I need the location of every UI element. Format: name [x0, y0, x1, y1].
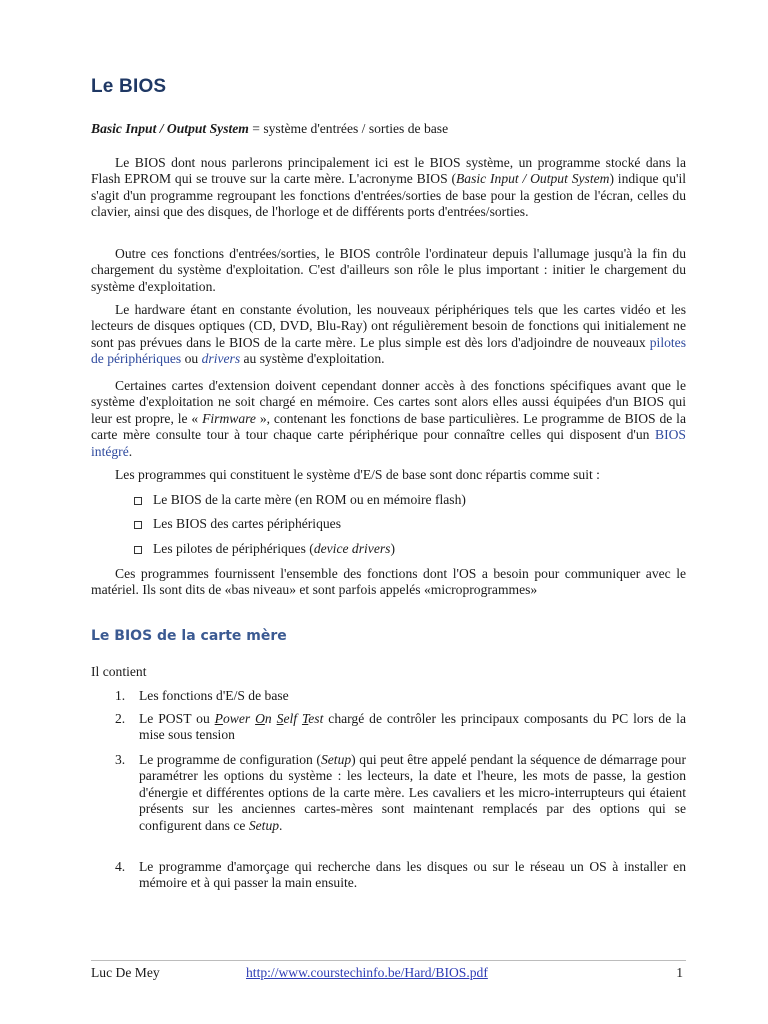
list-item: 4. Le programme d'amorçage qui recherche dans les disques ou sur le réseau un OS à installer en mémoire et à qui passer la main ensuite. [115, 859, 686, 891]
paragraph-4-text-c: . [128, 443, 133, 459]
paragraph-1 [91, 155, 686, 221]
paragraph-2: Outre ces fonctions d'entrées/sorties, le BIOS contrôle l'ordinateur depuis l'allumage jusqu'à la fin du chargement du système d'exploitation. C'est d'ailleurs son rôle le plus important : initier le chargement du système d'exploitation. [91, 246, 686, 294]
bullet-text: Le BIOS de la carte mère (en ROM ou en mémoire flash) [153, 492, 466, 507]
paragraph-1-em: Basic Input / Output System [455, 171, 610, 187]
list-item [134, 492, 674, 516]
bullet-text: Les BIOS des cartes périphériques [153, 516, 341, 532]
link-drivers[interactable]: drivers [201, 351, 241, 367]
paragraph-4 [91, 378, 686, 460]
section-intro: Il contient [91, 664, 147, 679]
square-bullet-icon [134, 546, 142, 554]
section-heading: Le BIOS de la carte mère [91, 628, 287, 644]
paragraph-3-text-mid: ou [181, 351, 202, 367]
paragraph-4-text-b: », contenant les fonctions de base particulières. Le programme de BIOS de la carte mère consulte tour à tour chaque carte périphérique pour connaître celles qui disposent d'un [91, 410, 686, 443]
link-pilotes-peripheriques[interactable]: pilotes de périphériques [91, 334, 686, 367]
numbered-list [115, 688, 686, 892]
list-item: 2. Le POST ou Power On Self Test chargé de contrôler les principaux composants du PC lors de la mise sous tension [115, 711, 686, 743]
page-title: Le BIOS [91, 76, 167, 97]
paragraph-3 [91, 302, 686, 368]
square-bullet-icon [134, 521, 142, 529]
paragraph-6: Ces programmes fournissent l'ensemble des fonctions dont l'OS a besoin pour communiquer avec le matériel. Ils sont dits de «bas niveau» et sont parfois appelés «microprogrammes» [91, 566, 686, 598]
paragraph-3-text-b: au système d'exploitation. [240, 351, 385, 367]
subtitle-rest: = système d'entrées / sorties de base [248, 121, 449, 136]
page-footer [91, 960, 686, 987]
paragraph-5: Les programmes qui constituent le système d'E/S de base sont donc répartis comme suit : [115, 467, 600, 482]
footer-author: Luc De Mey [91, 965, 160, 980]
subtitle-line [91, 121, 686, 137]
paragraph-3-text-a: Le hardware étant en constante évolution, les nouveaux périphériques tels que les cartes vidéo et les lecteurs de disques optiques (CD, DVD, Blu-Ray) ont régulièrement besoin de fonctions qui initialement ne sont pas prévues dans le BIOS de la carte mère. Le plus simple est dès lors d'adjoindre de nouveaux [91, 302, 686, 350]
paragraph-4-text-a: Certaines cartes d'extension doivent cependant donner accès à des fonctions spécifiques avant que le système d'exploitation ne soit chargé en mémoire. Ces cartes sont alors elles aussi équipées d'un BIOS qui leur est propre, le « [91, 378, 686, 426]
list-item [134, 541, 674, 565]
bullet-text: Les pilotes de périphériques (device drivers) [153, 540, 395, 556]
footer-url-link[interactable]: http://www.courstechinfo.be/Hard/BIOS.pdf [246, 965, 488, 980]
bullet-list [134, 492, 674, 565]
list-item: 3. Le programme de configuration (Setup) qui peut être appelé pendant la séquence de démarrage pour paramétrer les options du système : les lecteurs, la date et l'heure, les mots de passe, la gestion d'énergie et différentes options de la carte mère. Les cavaliers et les micro-interrupteurs qui étaient présents sur les anciennes cartes-mères sont maintenant remplacés par des options qui se configurent dans ce Setup. [115, 752, 687, 833]
list-item [134, 516, 674, 540]
page-number: 1 [676, 965, 683, 980]
paragraph-1-text-b: ) indique qu'il s'agit d'un programme regroupant les fonctions d'entrées/sorties de base pour la gestion de l'écran, celles du clavier, ainsi que des disques, de l'horloge et de différents ports d'entrées/sorties. [91, 171, 686, 220]
list-item: 1. Les fonctions d'E/S de base [115, 688, 289, 703]
subtitle-term: Basic Input / Output System [91, 121, 249, 136]
square-bullet-icon [134, 497, 142, 505]
paragraph-4-em: Firmware [202, 410, 256, 426]
paragraph-1-text-a: Le BIOS dont nous parlerons principalement ici est le BIOS système, un programme stocké dans la Flash EPROM qui se trouve sur la carte mère. L'acronyme BIOS ( [91, 155, 686, 187]
link-bios-integre[interactable]: BIOS intégré [91, 427, 686, 459]
